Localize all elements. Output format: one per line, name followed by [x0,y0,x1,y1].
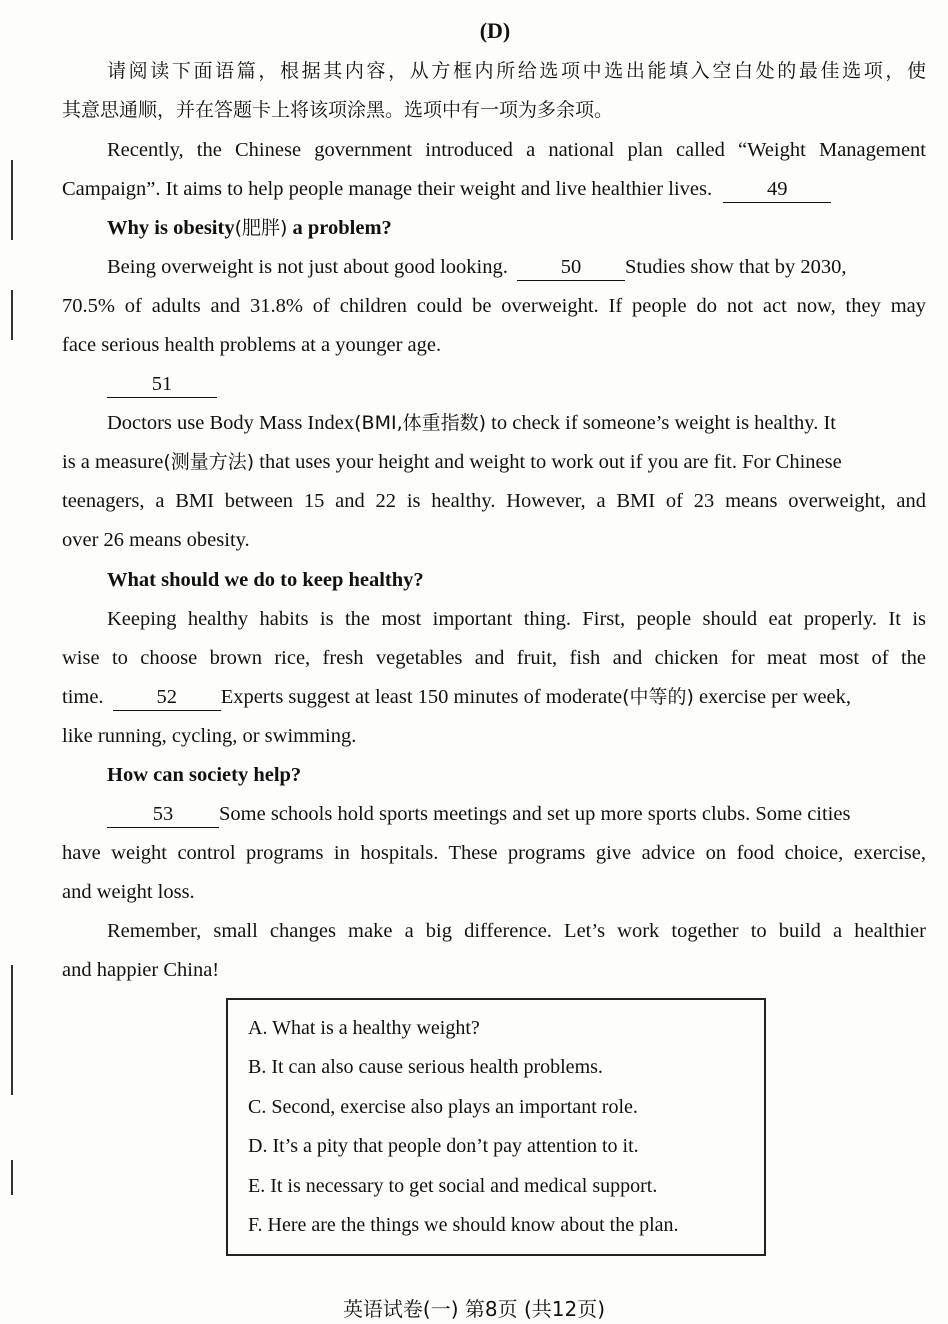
paragraph-4-text-end: exercise per week, [693,686,851,708]
page-footer: 英语试卷(一) 第8页 (共12页) [342,1297,606,1321]
option-b[interactable]: B. It can also cause serious health problems. [248,1056,603,1078]
paragraph-1-text: Campaign”. It aims to help people manage their weight and live healthier lives. [62,178,713,200]
heading-1-text: Why is obesity [107,217,235,239]
paragraph-1-line-1: Recently, the Chinese government introduced a national plan called “Weight Management [107,139,926,161]
option-d[interactable]: D. It’s a pity that people don’t pay attention to it. [248,1135,639,1157]
paragraph-4-text: time. [62,686,104,708]
option-a[interactable]: A. What is a healthy weight? [248,1017,480,1039]
paragraph-3-line-3: teenagers, a BMI between 15 and 22 is healthy. However, a BMI of 23 means overweight, and [62,490,926,512]
blank-52[interactable]: 52 [113,684,221,711]
heading-1-text-end: a problem? [287,217,392,239]
paragraph-3-cn-2: (测量方法) [163,451,255,473]
paragraph-3-line-4: over 26 means obesity. [62,529,250,551]
blank-51[interactable]: 51 [107,371,217,398]
binding-margin-mark [11,290,13,340]
paragraph-4-text-mid: Experts suggest at least 150 minutes of moderate [220,686,623,708]
paragraph-5-line-3: and weight loss. [62,881,195,903]
heading-keep-healthy: What should we do to keep healthy? [107,569,424,591]
blank-49[interactable]: 49 [723,176,831,203]
option-f[interactable]: F. Here are the things we should know about the plan. [248,1214,679,1236]
paragraph-2-line-2: 70.5% of adults and 31.8% of children could be overweight. If people do not act now, they may [62,295,926,317]
instructions-line-1: 请阅读下面语篇，根据其内容，从方框内所给选项中选出能填入空白处的最佳选项，使 [107,60,926,82]
heading-society-help: How can society help? [107,764,302,786]
blank-51-line [107,365,926,404]
heading-1-cn: (肥胖) [234,217,288,239]
paragraph-2-text: Being overweight is not just about good looking. [107,256,508,278]
paragraph-4-line-1: Keeping healthy habits is the most important thing. First, people should eat properly. It is [107,608,926,630]
paragraph-4-line-3 [62,678,926,717]
paragraph-6-line-1: Remember, small changes make a big difference. Let’s work together to build a healthier [107,920,926,942]
paragraph-3-text-2: is a measure [62,451,164,473]
binding-margin-mark [11,965,13,1095]
paragraph-2-text-end: Studies show that by 2030, [625,256,847,278]
paragraph-4-line-2: wise to choose brown rice, fresh vegetables and fruit, fish and chicken for meat most of the [62,647,926,669]
blank-53[interactable]: 53 [107,801,219,828]
paragraph-3-text-2-end: that uses your height and weight to work out if you are fit. For Chinese [254,451,842,473]
paragraph-2-line-1 [107,248,926,287]
paragraph-6-line-2: and happier China! [62,959,220,981]
paragraph-3-text-end: to check if someone’s weight is healthy. It [486,412,836,434]
paragraph-5-text: Some schools hold sports meetings and set up more sports clubs. Some cities [219,803,851,825]
paragraph-4-cn: (中等的) [622,686,694,708]
paragraph-3-line-1 [107,404,926,443]
paragraph-5-line-2: have weight control programs in hospitals. These programs give advice on food choice, exercise, [62,842,926,864]
section-label: (D) [479,18,511,43]
paragraph-1-line-2 [62,170,926,209]
paragraph-4-line-4: like running, cycling, or swimming. [62,725,357,747]
blank-50[interactable]: 50 [517,254,625,281]
paragraph-3-text: Doctors use Body Mass Index [107,412,355,434]
paragraph-2-line-3: face serious health problems at a younger age. [62,334,442,356]
paragraph-3-line-2 [62,443,926,482]
instructions-line-2: 其意思通顺，并在答题卡上将该项涂黑。选项中有一项为多余项。 [62,99,614,121]
options-box [226,998,766,1256]
paragraph-5-line-1 [107,795,926,834]
binding-margin-mark [11,1160,13,1195]
option-e[interactable]: E. It is necessary to get social and medical support. [248,1175,658,1197]
paragraph-3-cn: (BMI,体重指数) [354,412,487,434]
option-c[interactable]: C. Second, exercise also plays an important role. [248,1096,638,1118]
heading-why-obesity [107,209,926,248]
binding-margin-mark [11,160,13,240]
